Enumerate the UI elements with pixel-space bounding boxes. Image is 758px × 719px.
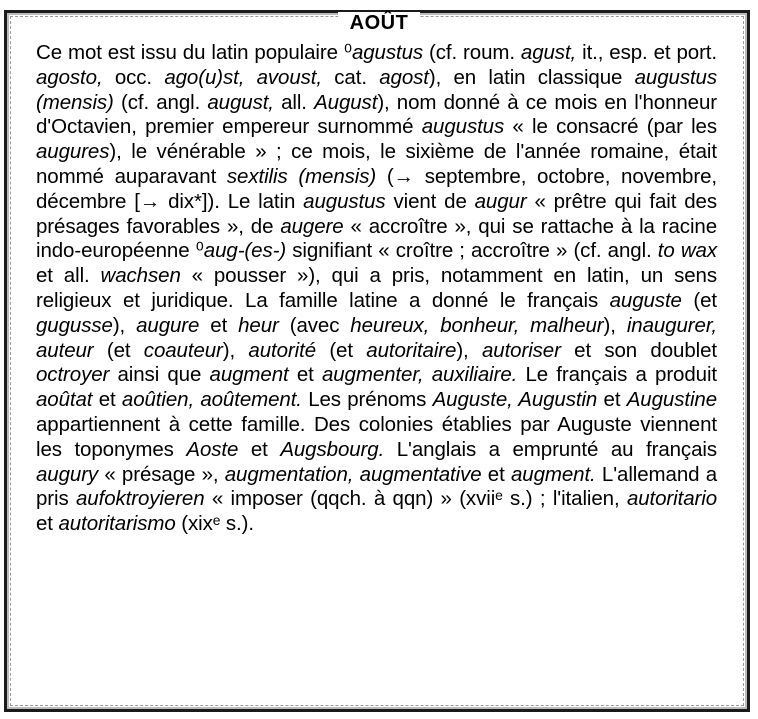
text-run: ), en latin classique — [428, 65, 635, 89]
text-run: (→ septembre, octobre, novembre, décembre [→ dix*]). Le latin — [36, 164, 717, 213]
text-run: ⁰ — [195, 239, 204, 263]
italic-term: augure — [136, 313, 200, 337]
text-run: all. — [273, 90, 315, 114]
text-run: et — [238, 437, 281, 461]
text-run: L'allemand a pris — [36, 462, 717, 511]
italic-term: auguste — [609, 288, 682, 312]
italic-term: augustus (mensis) — [36, 65, 718, 114]
text-run: ), — [222, 338, 249, 362]
italic-term: August — [314, 90, 378, 114]
text-run: « imposer (qqch. à qqn) » (xviiᵉ s.) ; l'italien, — [204, 487, 627, 511]
italic-term: agust, — [520, 41, 577, 64]
italic-term: heur — [238, 313, 279, 337]
italic-term: augustus — [421, 115, 505, 139]
text-run: ), — [456, 338, 482, 362]
text-run: et — [199, 313, 239, 337]
text-run: signifiant « croître ; accroître » (cf. angl. — [286, 239, 658, 263]
text-run: ), — [112, 313, 137, 337]
text-run: (et — [93, 338, 144, 362]
text-run: L'anglais a emprunté au français — [384, 437, 717, 461]
italic-term: autoriser — [481, 338, 561, 362]
text-run: ), le vénérable » ; ce mois, le sixième de l'année romaine, était nommé auparavant — [36, 140, 717, 188]
italic-term: augment. — [510, 462, 596, 486]
italic-term: aoûtien, aoûtement. — [121, 388, 302, 412]
italic-term: wachsen — [100, 264, 181, 288]
italic-term: august, — [207, 90, 274, 114]
italic-term: augur — [474, 189, 527, 213]
italic-term: autoritario — [626, 487, 717, 511]
italic-term: aoûtat — [36, 388, 93, 412]
italic-term: augures — [36, 140, 110, 164]
text-run: « le consacré (par les — [504, 115, 717, 139]
text-run: « accroître », qui se rattache à la racine indo-européenne — [36, 214, 718, 263]
italic-term: autoritarismo — [58, 512, 176, 536]
italic-term: inaugurer, auteur — [36, 313, 718, 362]
italic-term: agustus — [351, 41, 424, 64]
text-run: « présage », — [98, 462, 225, 486]
text-run: et — [36, 512, 59, 536]
text-run: Le français a produit — [517, 363, 718, 387]
text-run: « prêtre qui fait des présages favorables », de — [36, 189, 717, 238]
text-run: (cf. angl. — [113, 90, 208, 114]
italic-term: aug-(es-) — [203, 239, 287, 263]
italic-term: augustus — [303, 189, 386, 213]
text-run: et son doublet — [560, 338, 717, 362]
text-run: et — [597, 388, 627, 412]
italic-term: augmenter, auxiliaire. — [321, 363, 518, 387]
text-run: appartiennent à cette famille. Des colonies établies par Auguste viennent les toponymes — [36, 412, 717, 461]
italic-term: augury — [36, 462, 99, 486]
text-run: « pousser »), qui a pris, notamment en latin, un sens religieux et juridique. La famille latine a donné le français — [36, 264, 717, 312]
entry-body — [36, 41, 717, 537]
italic-term: octroyer — [36, 363, 110, 387]
text-run: (xixᵉ s.). — [175, 512, 254, 536]
italic-term: coauteur — [143, 338, 223, 362]
italic-term: gugusse — [36, 313, 113, 337]
text-run: occ. — [102, 65, 165, 89]
text-run: ⁰ — [343, 41, 352, 64]
text-run: et — [92, 388, 122, 412]
text-run: (cf. roum. — [423, 41, 521, 64]
text-run: ), nom donné à ce mois en l'honneur d'Octavien, premier empereur surnommé — [36, 90, 718, 139]
italic-term: to wax — [657, 239, 717, 263]
entry-heading — [0, 0, 758, 37]
text-run: cat. — [322, 65, 380, 89]
text-run: vient de — [385, 189, 475, 213]
text-run: et — [481, 462, 511, 486]
italic-term: Aoste — [186, 437, 239, 461]
text-run: et all. — [36, 264, 101, 288]
italic-term: autorité — [248, 338, 316, 362]
italic-term: agosto, — [36, 65, 103, 89]
italic-term: augere — [280, 214, 344, 238]
text-run: ), — [603, 313, 627, 337]
italic-term: sextilis (mensis) — [226, 164, 377, 188]
text-run: (et — [316, 338, 367, 362]
italic-term: Augsbourg. — [280, 437, 385, 461]
text-run: Les prénoms — [301, 388, 433, 412]
text-run: (avec — [278, 313, 351, 337]
italic-term: ago(u)st, avoust, — [164, 65, 322, 89]
text-run: Ce mot est issu du latin populaire — [36, 41, 344, 64]
italic-term: autoritaire — [366, 338, 457, 362]
text-run: (et — [681, 288, 717, 312]
text-run: ainsi que — [109, 363, 210, 387]
italic-term: augment — [209, 363, 289, 387]
italic-term: agost — [379, 65, 429, 89]
text-run: et — [288, 363, 322, 387]
italic-term: heureux, bonheur, malheur — [350, 313, 604, 337]
entry-title: AOÛT — [338, 12, 421, 34]
italic-term: Auguste, Augustin — [432, 388, 598, 412]
italic-term: augmentation, augmentative — [224, 462, 482, 486]
italic-term: Augustine — [626, 388, 717, 412]
italic-term: aufoktroyieren — [76, 487, 205, 511]
text-run: it., esp. et port. — [576, 41, 717, 64]
